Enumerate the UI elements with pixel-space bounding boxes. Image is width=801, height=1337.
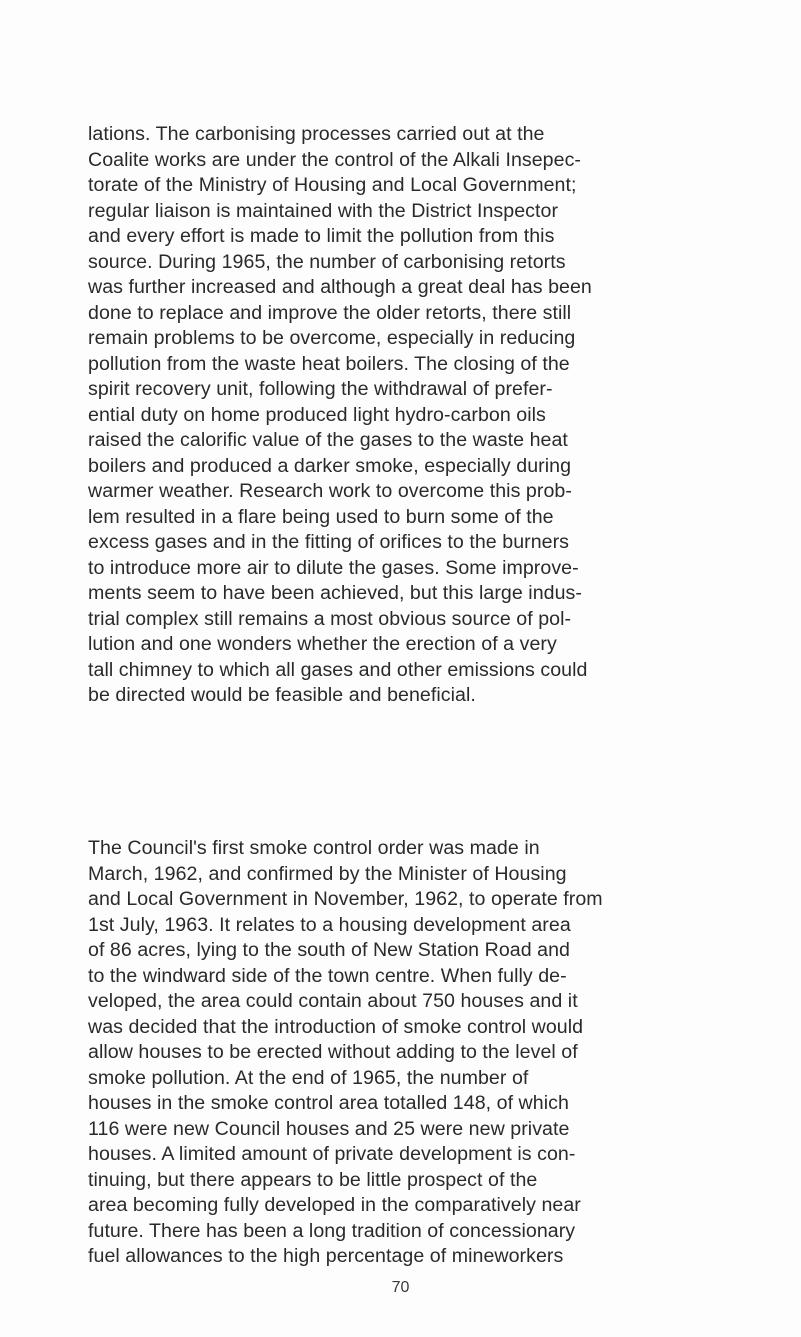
text-line: houses in the smoke control area totalled 148, of which bbox=[88, 1092, 569, 1114]
text-line: spirit recovery unit, following the withdrawal of prefer- bbox=[88, 378, 553, 400]
text-line: was further increased and although a great deal has been bbox=[88, 276, 592, 298]
text-line: warmer weather. Research work to overcome this prob- bbox=[88, 480, 572, 502]
text-line: lations. The carbonising processes carried out at the bbox=[88, 123, 545, 145]
text-line: lution and one wonders whether the erection of a very bbox=[88, 633, 557, 655]
text-line: tinuing, but there appears to be little prospect of the bbox=[88, 1168, 538, 1191]
text-line: tall chimney to which all gases and other emissions could bbox=[88, 658, 588, 681]
text-line: 116 were new Council houses and 25 were new private bbox=[88, 1117, 570, 1140]
text-line: houses. A limited amount of private development is con- bbox=[88, 1143, 576, 1165]
text-line: ential duty on home produced light hydro-carbon oils bbox=[88, 403, 546, 426]
text-line: be directed would be feasible and beneficial. bbox=[88, 684, 476, 706]
paragraph-coalite-works bbox=[88, 122, 728, 709]
text-line: of 86 acres, lying to the south of New Station Road and bbox=[88, 939, 571, 961]
text-line: Coalite works are under the control of the Alkali Insepec- bbox=[88, 148, 582, 171]
text-line: 1st July, 1963. It relates to a housing development area bbox=[88, 913, 571, 936]
text-line: to the windward side of the town centre. When fully de- bbox=[88, 964, 567, 987]
text-line: smoke pollution. At the end of 1965, the number of bbox=[88, 1066, 529, 1089]
text-line: torate of the Ministry of Housing and Local Government; bbox=[88, 174, 577, 196]
text-line: pollution from the waste heat boilers. The closing of the bbox=[88, 352, 570, 375]
text-line: future. There has been a long tradition of concessionary bbox=[88, 1219, 576, 1242]
text-line: raised the calorific value of the gases to the waste heat bbox=[88, 429, 568, 451]
text-line: The Council's first smoke control order was made in bbox=[88, 837, 540, 859]
text-line: done to replace and improve the older retorts, there still bbox=[88, 301, 572, 324]
text-line: boilers and produced a darker smoke, especially during bbox=[88, 454, 572, 477]
text-line: allow houses to be erected without adding to the level of bbox=[88, 1041, 578, 1063]
text-line: and every effort is made to limit the pollution from this bbox=[88, 225, 555, 247]
text-line: veloped, the area could contain about 750 houses and it bbox=[88, 990, 578, 1012]
text-line: trial complex still remains a most obvious source of pol- bbox=[88, 607, 572, 630]
page-number: 70 bbox=[391, 1279, 410, 1296]
text-line: to introduce more air to dilute the gases. Some improve- bbox=[88, 556, 579, 579]
text-line: area becoming fully developed in the comparatively near bbox=[88, 1194, 581, 1216]
text-line: remain problems to be overcome, especially in reducing bbox=[88, 327, 576, 349]
text-line: regular liaison is maintained with the District Inspector bbox=[88, 199, 559, 222]
text-line: and Local Government in November, 1962, to operate from bbox=[88, 888, 603, 910]
text-line: ments seem to have been achieved, but this large indus- bbox=[88, 582, 582, 604]
text-line: source. During 1965, the number of carbonising retorts bbox=[88, 250, 566, 273]
text-line: lem resulted in a flare being used to burn some of the bbox=[88, 505, 554, 528]
text-line: March, 1962, and confirmed by the Minister of Housing bbox=[88, 862, 567, 885]
text-line: excess gases and in the fitting of orifices to the burners bbox=[88, 531, 570, 553]
paragraph-smoke-control-order bbox=[88, 836, 728, 1270]
text-line: fuel allowances to the high percentage of mineworkers bbox=[88, 1245, 564, 1267]
text-line: was decided that the introduction of smoke control would bbox=[88, 1015, 584, 1038]
